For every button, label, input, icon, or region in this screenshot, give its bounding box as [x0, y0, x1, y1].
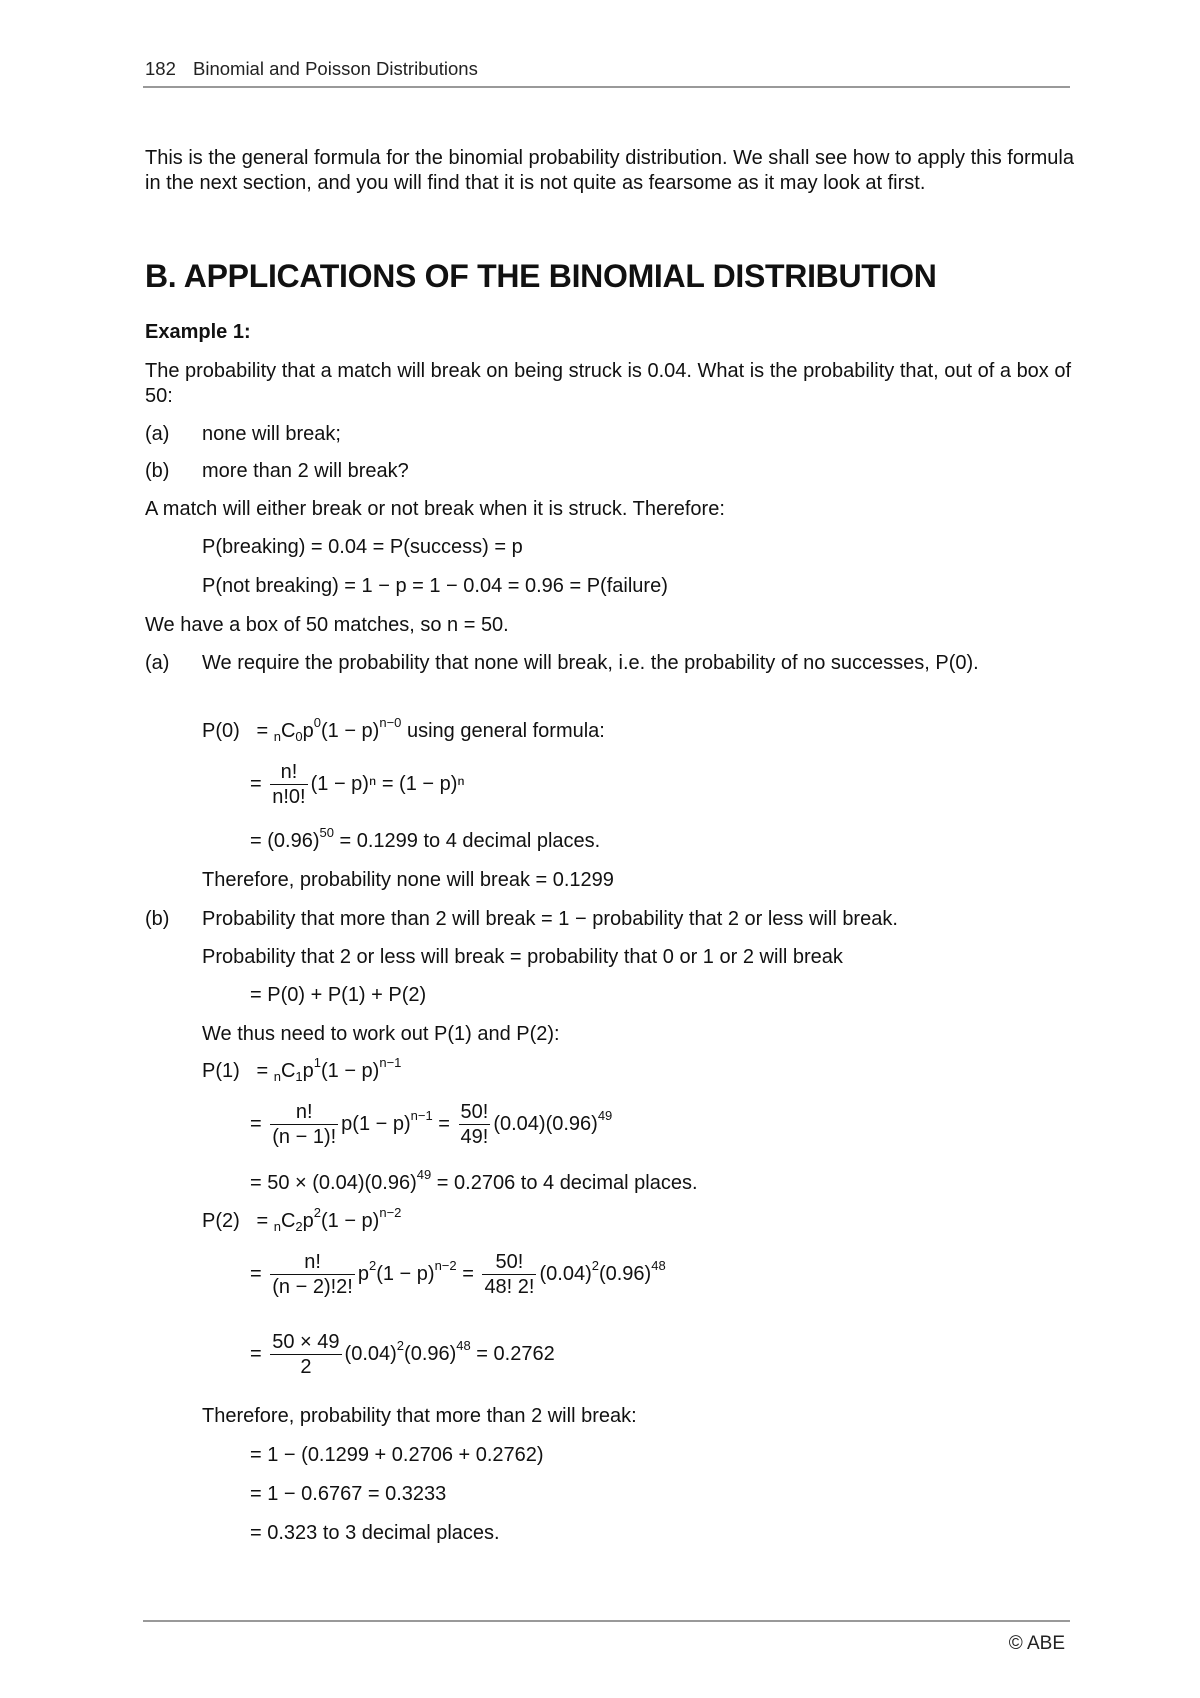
p0-fraction-numerator: n! — [270, 760, 307, 785]
part-a-label: (a) — [145, 423, 170, 445]
problem-statement: The probability that a match will break on being struck is 0.04. What is the probability that, out of a box of 50: — [145, 360, 1072, 407]
p1-value — [250, 1167, 698, 1195]
p2-frac2-numerator: 50! — [482, 1250, 536, 1275]
p2-fraction-1 — [270, 1250, 355, 1299]
part-b-label: (b) — [145, 460, 170, 482]
p2-lhs: P(2) — [202, 1210, 240, 1232]
p1-frac2-numerator: 50! — [460, 1101, 489, 1123]
part-b-question: more than 2 will break? — [202, 460, 409, 482]
need-line: We thus need to work out P(1) and P(2): — [202, 1023, 560, 1045]
p1-lhs: P(1) — [202, 1060, 240, 1082]
copyright-footer: © ABE — [1008, 1633, 1065, 1654]
p2-formula: P(2) = $_n$ C $_2$ p $^2$ (1 − p) $^{n-2}$ — [202, 1205, 402, 1234]
p2-fraction-line: = $\frac{n!}{(n - 2)!2!}$ p $^2$ (1 − p) $^{n-2}$ = $\frac{50!}{48! 2!}$ (0.04) $^2$ (0.96) $^{48}$ — [250, 1251, 666, 1298]
part-a-question: none will break; — [202, 423, 341, 445]
p1-fraction-line: = $\frac{n!}{(n - 1)!}$ p(1 − p) $^{n-1}$ = $\frac{50!}{49!}$ (0.04)(0.96) $^{49}$ — [250, 1101, 613, 1148]
part-a-conclusion: Therefore, probability none will break = 0.1299 — [202, 869, 614, 891]
p2-result-line: = $\frac{50 \times 49}{2}$ (0.04) $^2$ (0.96) $^{48}$ = 0.2762 — [250, 1331, 555, 1378]
p1-frac1-denominator: (n − 1)! — [272, 1126, 337, 1148]
either-statement: A match will either break or not break when it is struck. Therefore: — [145, 498, 725, 520]
p0-simplified: (1 − p)ⁿ = (1 − p)ⁿ — [310, 773, 465, 795]
p1-value-rest: = 0.2706 to 4 decimal places. — [431, 1172, 698, 1194]
p2-frac3-denominator: 2 — [300, 1356, 312, 1378]
box-statement: We have a box of 50 matches, so n = 50. — [145, 614, 509, 636]
intro-paragraph: This is the general formula for the binomial probability distribution. We shall see how to apply this formula in the next section, and you will find that it is not quite as fearsome as it may look at first. — [145, 147, 1074, 194]
p2-frac2-denominator: 48! 2! — [484, 1276, 535, 1298]
solution-a-text: We require the probability that none will break, i.e. the probability of no successes, P(0). — [202, 652, 979, 674]
calc-line-1: = 1 − (0.1299 + 0.2706 + 0.2762) — [250, 1444, 544, 1466]
therefore-line: Therefore, probability that more than 2 will break: — [202, 1405, 637, 1427]
p-breaking: P(breaking) = 0.04 = P(success) = p — [202, 536, 523, 558]
p0-value-exponent: 50 — [319, 825, 334, 840]
running-header — [145, 58, 478, 80]
p1-value-base: = 50 × (0.04)(0.96) — [250, 1172, 417, 1194]
p1-value-exponent: 49 — [416, 1167, 432, 1182]
p0-value — [250, 825, 601, 853]
calc-line-3: = 0.323 to 3 decimal places. — [250, 1522, 500, 1544]
p0-fraction-denominator: n!0! — [272, 786, 306, 808]
p0-lhs: P(0) — [202, 720, 240, 742]
p2-result: = 0.2762 — [470, 1343, 555, 1365]
example-title: Example 1: — [145, 321, 251, 343]
calc-line-2: = 1 − 0.6767 = 0.3233 — [250, 1483, 447, 1505]
p0-fraction — [270, 760, 307, 809]
page-number: 182 — [145, 58, 176, 79]
p2-fraction-2 — [482, 1250, 536, 1299]
p2-fraction-3 — [270, 1330, 341, 1379]
p1-frac1-numerator: n! — [270, 1100, 338, 1125]
p0-value-rest: = 0.1299 to 4 decimal places. — [333, 830, 601, 852]
p1-fraction-1 — [270, 1100, 338, 1149]
p0-formula: P(0) = $_n$ C $_0$ p $^0$ (1 − p) $^{n-0}$ using general formula: — [202, 715, 605, 744]
p0-value-base: = (0.96) — [250, 830, 320, 852]
section-heading: B. APPLICATIONS OF THE BINOMIAL DISTRIBUTION — [145, 258, 937, 294]
footer-rule — [143, 1620, 1070, 1622]
p2-frac1-denominator: (n − 2)!2! — [272, 1276, 353, 1298]
sum-line: = P(0) + P(1) + P(2) — [250, 984, 427, 1006]
p1-fraction-2 — [459, 1100, 491, 1149]
p-not-breaking: P(not breaking) = 1 − p = 1 − 0.04 = 0.96 = P(failure) — [202, 575, 668, 597]
header-rule — [143, 86, 1070, 88]
solution-b-text: Probability that more than 2 will break = 1 − probability that 2 or less will break. — [202, 908, 898, 930]
general-formula-note: using general formula: — [406, 720, 605, 742]
two-or-less: Probability that 2 or less will break = probability that 0 or 1 or 2 will break — [202, 946, 843, 968]
solution-b-label: (b) — [145, 908, 170, 930]
p1-frac2-denominator: 49! — [460, 1126, 489, 1148]
p2-frac3-numerator: 50 × 49 — [272, 1331, 340, 1353]
chapter-title: Binomial and Poisson Distributions — [193, 58, 478, 79]
p0-fraction-line: = $\frac{n!}{n!0!}$ (1 − p)ⁿ = (1 − p)ⁿ — [250, 761, 465, 808]
p1-formula: P(1) = $_n$ C $_1$ p $^1$ (1 − p) $^{n-1}$ — [202, 1055, 402, 1084]
solution-a-label: (a) — [145, 652, 170, 674]
p2-frac1-numerator: n! — [270, 1250, 355, 1275]
